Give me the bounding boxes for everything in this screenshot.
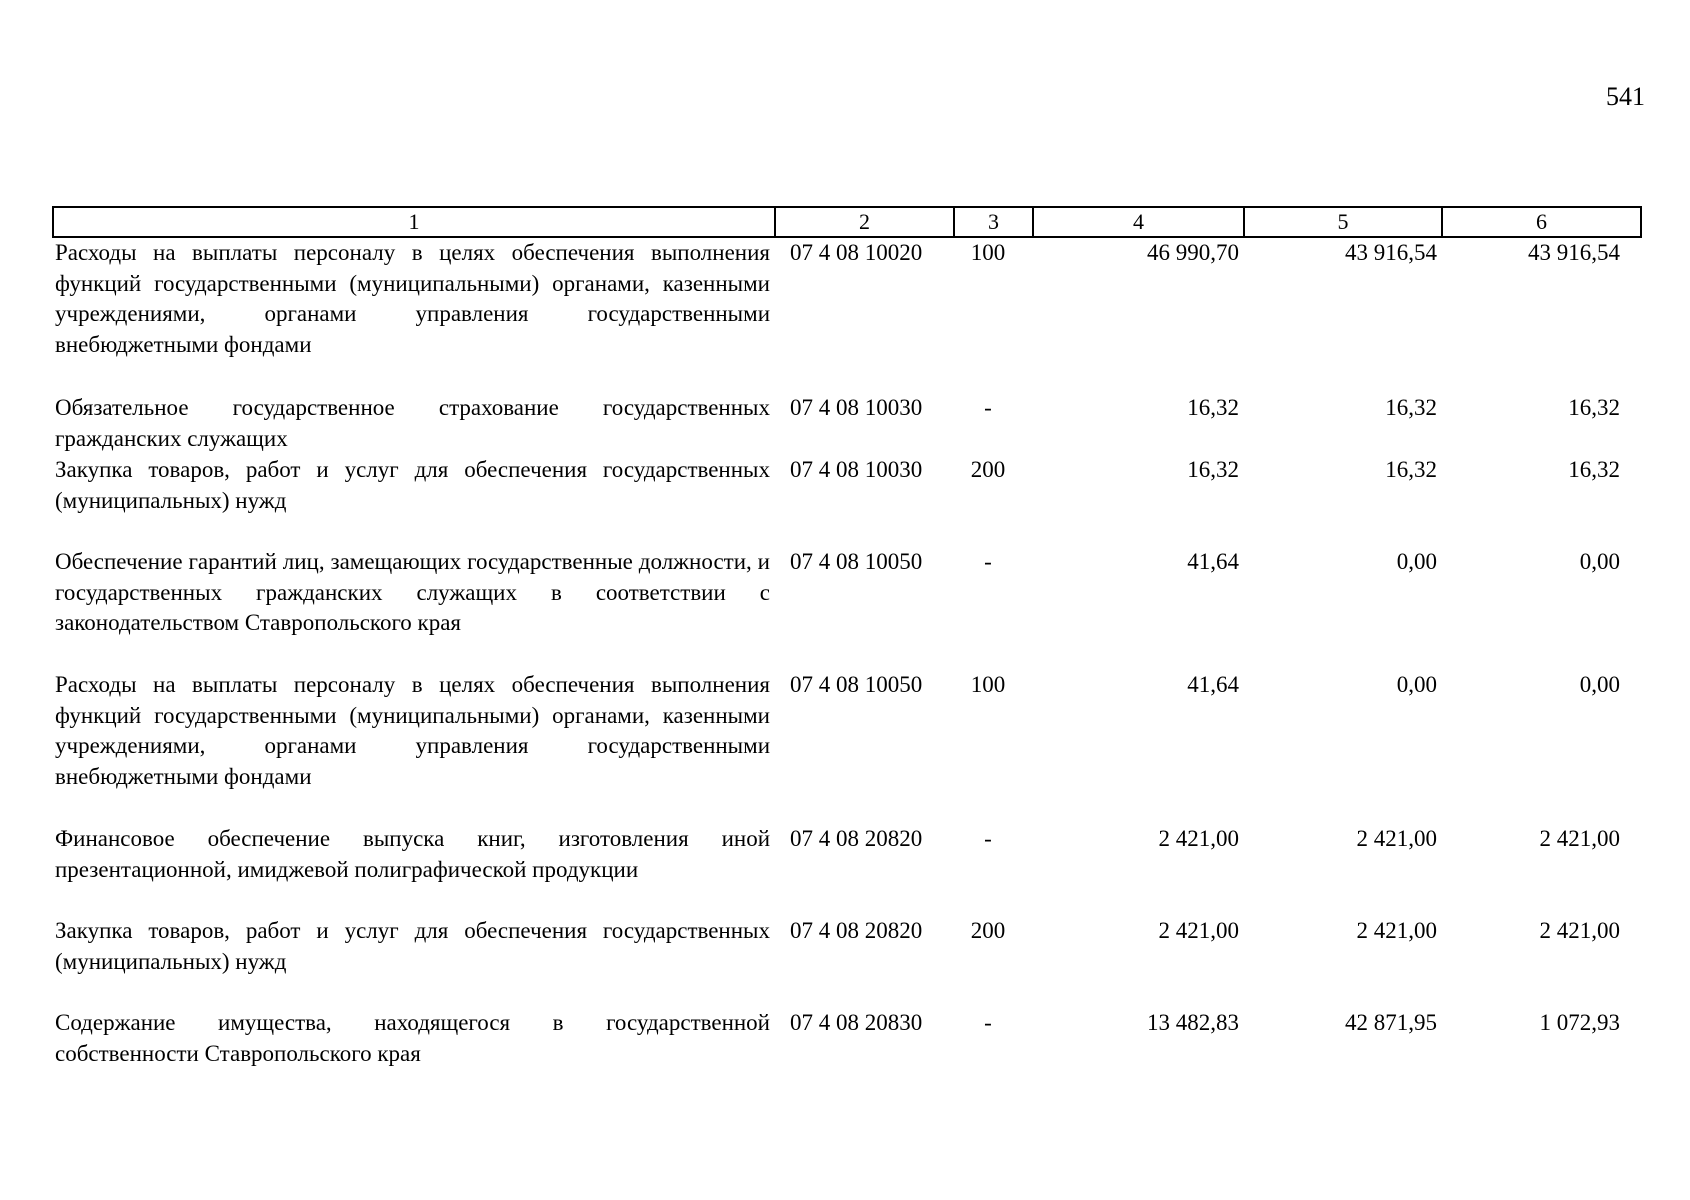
table-row bbox=[52, 547, 1642, 639]
row-expense-type: 200 bbox=[970, 918, 1006, 943]
table-header-row bbox=[52, 206, 1642, 238]
table-row bbox=[52, 393, 1642, 454]
row-expense-type: - bbox=[984, 1010, 992, 1035]
row-amount-col4: 2 421,00 bbox=[1158, 826, 1239, 851]
row-expense-type: 200 bbox=[970, 457, 1006, 482]
row-code: 07 4 08 10050 bbox=[790, 672, 923, 697]
row-amount-col6: 16,32 bbox=[1568, 395, 1620, 420]
row-amount-col6: 2 421,00 bbox=[1539, 918, 1620, 943]
row-amount-col5: 16,32 bbox=[1385, 395, 1437, 420]
row-code: 07 4 08 20830 bbox=[790, 1010, 923, 1035]
page-number: 541 bbox=[1606, 82, 1645, 111]
header-col-2: 2 bbox=[776, 208, 955, 236]
header-col-5: 5 bbox=[1245, 208, 1443, 236]
row-amount-col4: 16,32 bbox=[1187, 395, 1239, 420]
row-code: 07 4 08 10020 bbox=[790, 240, 923, 265]
row-amount-col6: 43 916,54 bbox=[1528, 240, 1620, 265]
row-amount-col4: 41,64 bbox=[1187, 549, 1239, 574]
table-row bbox=[52, 238, 1642, 360]
row-amount-col4: 2 421,00 bbox=[1158, 918, 1239, 943]
row-amount-col4: 41,64 bbox=[1187, 672, 1239, 697]
table-row bbox=[52, 455, 1642, 516]
row-amount-col5: 16,32 bbox=[1385, 457, 1437, 482]
header-col-4: 4 bbox=[1034, 208, 1245, 236]
header-col-3: 3 bbox=[955, 208, 1034, 236]
row-amount-col5: 0,00 bbox=[1396, 672, 1437, 697]
row-amount-col5: 2 421,00 bbox=[1356, 918, 1437, 943]
row-amount-col5: 0,00 bbox=[1396, 549, 1437, 574]
table-row bbox=[52, 670, 1642, 792]
row-amount-col4: 16,32 bbox=[1187, 457, 1239, 482]
row-amount-col4: 46 990,70 bbox=[1147, 240, 1239, 265]
row-expense-type: - bbox=[984, 826, 992, 851]
row-expense-type: - bbox=[984, 395, 992, 420]
row-description: Закупка товаров, работ и услуг для обеспечения государственных (муниципальных) нужд bbox=[55, 918, 770, 974]
row-expense-type: 100 bbox=[970, 672, 1006, 697]
row-description: Обязательное государственное страхование государственных гражданских служащих bbox=[55, 395, 770, 451]
table-row bbox=[52, 1008, 1642, 1069]
header-col-1: 1 bbox=[54, 208, 776, 236]
row-code: 07 4 08 20820 bbox=[790, 918, 923, 943]
row-expense-type: 100 bbox=[970, 240, 1006, 265]
row-amount-col4: 13 482,83 bbox=[1147, 1010, 1239, 1035]
table-row bbox=[52, 824, 1642, 885]
row-amount-col6: 2 421,00 bbox=[1539, 826, 1620, 851]
budget-table bbox=[52, 206, 1642, 1066]
row-amount-col5: 2 421,00 bbox=[1356, 826, 1437, 851]
row-amount-col5: 42 871,95 bbox=[1345, 1010, 1437, 1035]
row-amount-col5: 43 916,54 bbox=[1345, 240, 1437, 265]
row-description: Обеспечение гарантий лиц, замещающих государственные должности, и государственных гражданских служащих в соответствии с законодательством Ставропольского края bbox=[55, 549, 770, 635]
row-code: 07 4 08 10050 bbox=[790, 549, 923, 574]
row-description: Содержание имущества, находящегося в государственной собственности Ставропольского края bbox=[55, 1010, 770, 1066]
row-amount-col6: 1 072,93 bbox=[1539, 1010, 1620, 1035]
row-code: 07 4 08 10030 bbox=[790, 457, 923, 482]
row-amount-col6: 16,32 bbox=[1568, 457, 1620, 482]
row-description: Закупка товаров, работ и услуг для обеспечения государственных (муниципальных) нужд bbox=[55, 457, 770, 513]
table-row bbox=[52, 916, 1642, 977]
row-amount-col6: 0,00 bbox=[1579, 549, 1620, 574]
row-description: Расходы на выплаты персоналу в целях обеспечения выполнения функций государственными (муниципальными) органами, казенными учреждениями, органами управления государственными внебюджетными фондами bbox=[55, 672, 770, 789]
row-code: 07 4 08 20820 bbox=[790, 826, 923, 851]
row-expense-type: - bbox=[984, 549, 992, 574]
header-col-6: 6 bbox=[1536, 209, 1547, 234]
row-description: Расходы на выплаты персоналу в целях обеспечения выполнения функций государственными (муниципальными) органами, казенными учреждениями, органами управления государственными внебюджетными фондами bbox=[55, 240, 770, 357]
row-code: 07 4 08 10030 bbox=[790, 395, 923, 420]
row-amount-col6: 0,00 bbox=[1579, 672, 1620, 697]
row-description: Финансовое обеспечение выпуска книг, изготовления иной презентационной, имиджевой полиграфической продукции bbox=[55, 826, 770, 882]
